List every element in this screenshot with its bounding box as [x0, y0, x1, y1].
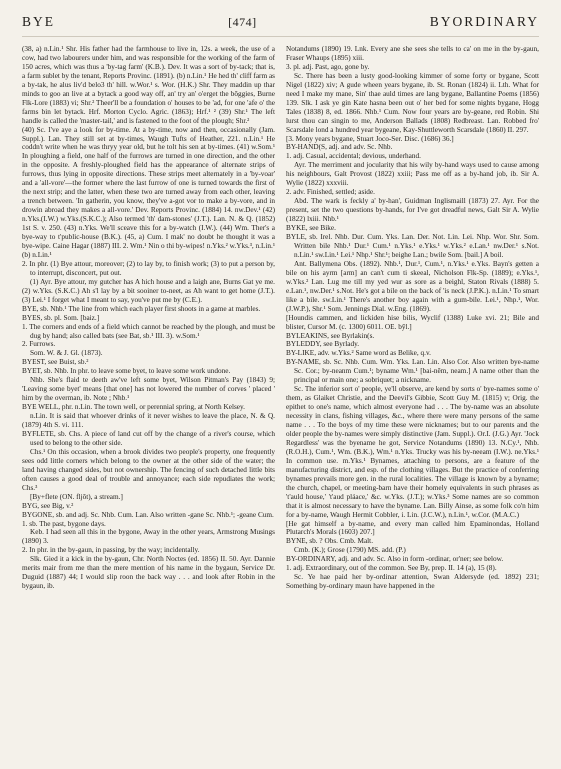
dictionary-entry: BY-ORDINARY, adj. and adv. Sc. Also in form -ordinar, or'ner; see below. [286, 555, 504, 564]
entry-paragraph: Notandums (1890) 19. Lnk. Every ane she sees she tells to ca' on me in the by-gaun, Fraser Whaups (1895) xiii. [286, 45, 539, 62]
entry-paragraph: Sc. Ye hae paid her by-ordinar attention, Swan Aldersyde (ed. 1892) 231; Something by-ordinary maun have happened in the [286, 573, 539, 591]
dictionary-entry: 1. adj. Extraordinary, out of the common. See By, prep. II. 14 (a), 15 (8). [286, 564, 497, 573]
entry-paragraph: Som. W. & J. Gl. (1873). [30, 349, 103, 358]
dictionary-entry: BYLE, sb. Irel. Nhb. Dur. Cum. Yks. Lan. Der. Not. Lin. Lei. Nhp. Wor. Shr. Som. Written bile Nhb.¹ Dur.¹ Cum.¹ n.Yks.¹ e.Yks.¹ w.Yks.² e.Lan.¹ nw.Der.¹ s.Not. n.Lin.¹ sw.Lin.¹ Lei.¹ Nhp.¹ Shr.¹; beighe Lan.; bwile Som. [bail.] A boil. [286, 233, 539, 259]
right-column [286, 45, 539, 767]
entry-paragraph: Cmb. (K.); Grose (1790) MS. add. (P.) [294, 546, 406, 555]
entry-paragraph: [3. Mony years bygane, Stuart Joco-Ser. Disc. (1686) 36.] [286, 134, 454, 143]
left-column [22, 45, 275, 767]
dictionary-entry: BYES, sb. pl. Som. [baiz.] [22, 313, 100, 322]
entry-paragraph: [He gat himself a by-name, and every man called him Epaminondas, Holland Plutarch's Morals (1603) 207.] [286, 519, 539, 537]
dictionary-entry: BYE WELL, phr. n.Lin. The town well, or perennial spring, at North Kelsey. [22, 403, 245, 412]
dictionary-entry: BY-NAME, sb. Sc. Nhb. Cum. Wm. Yks. Lan. Lin. Also Cor. Also written bye-name Sc. Cor.; by-neanm Cum.¹; byname Wm.¹ [bai-nēm, neam.] A name other than the principal or main one; a sobriquet; a nickname. [286, 358, 539, 385]
dictionary-entry: BYE, sb. Nhb.¹ The line from which each player first shoots in a game at marbles. [22, 304, 261, 313]
dictionary-entry: 2. In phr. (1) Bye attour, moreover; (2) to lay by, to finish work; (3) to put a person by, to interrupt, disconcert, put out. [22, 259, 275, 277]
page-number: [474] [228, 15, 257, 29]
dictionary-entry: BY-LIKE, adv. w.Yks.² Same word as Belike, q.v. [286, 349, 431, 358]
dictionary-entry: 2. Furrows. [22, 340, 56, 349]
header-right-word: BYORDINARY [429, 14, 539, 29]
dictionary-entry: 1. adj. Casual, accidental; devious, underhand. [286, 152, 421, 161]
dictionary-entry: BY-HAND(S, adj. and adv. Sc. Nhb. [286, 143, 393, 152]
dictionary-entry: 1. sb. The past, bygone days. [22, 519, 106, 528]
entry-paragraph: [Houndis cammen, and lickiden hise bilis, Wyclif (1388) Luke xvi. 21; Bile and blister, Cursor M. (c. 1300) 6011. OE. bȳl.] [286, 313, 539, 331]
entry-paragraph: Sc. The inferior sort o' people, ye'll observe, are kend by sorts o' bye-names some o' them, as Glaiket Christie, and the Deevil's Gibbie, Scott Guy M. (1815) v; Orig. the epithet to one's name, which almost everyone had . . . The by-name was an absolute necessity in clans, fishing villages, &c., where there were many persons of the same name . . . To the boys of my time these were nicknames; but to our parents and the older people the by-names were simply distinctive (Jam. Suppl.). Or.I. (J.G.) Ayr. 'Jock Regardless' was the byename he got, Service Notandums (1890) 13. N.Cy.¹, Nhb. (R.O.H.), Cum.¹, Wm. (B.K.), Wm.¹ n.Yks. Trucky was his by-neeam (I.W.). ne.Yks.¹ In common use. m.Yks.¹ Bynames, attaching to persons, are a feature of the manufacturing district, and esp. of the clothing villages. But the practice of conferring bynames prevails more gen. in the rural localities. The village is known by a byname; the church, chapel, or meeting-barn have their homely equivalents in such phrases as 't'auld house,' 't'aud pláace,' &c. w.Yks. (J.T.); w.Yks.³ Some names are so common that it is almost necessary to have the byname. Lan. Billy Ainse, as some folk co'n him for a by-name, Waugh Hermit Cobbler, i. Lin. (J.C.W.), n.Lin.¹, w.Cor. (M.A.C.) [286, 385, 539, 519]
entry-paragraph: [By+flete (ON. fljōt), a stream.] [30, 492, 123, 501]
entry-paragraph: Slk. Gied it a kick in the by-gaun, Chr. North Noctes (ed. 1856) II. 50. Ayr. Dannie merits mair from me than the mere mention of his name in the bygaun, Service Dr. Duguid (1887) 44; I would slip roon the back way . . . and look after Robin in the bygaun, ib. [22, 555, 275, 591]
dictionary-entry: 2. In phr. in the by-gaun, in passing, by the way; incidentally. [22, 546, 200, 555]
entry-paragraph: Ant. Ballymena Obs. (1892). Nhb.¹, Dur.¹, Cum.¹, n.Yks.¹ e.Yks. Bayn's getten a bile on his ayrm [arm] an can't cum ti skeeal, Nicholson Flk-Sp. (1889); e.Yks.¹, w.Yks.² Lan. Lug me till my yed wur as sore as a beighl, Staton Rivals (1888) 5. e.Lan.¹, nw.Der.¹ s.Not. He's got a bile on the back of 'is neck (J.P.K.). n.Lin.¹ To smart like a bile. sw.Lin.¹ There's another boy again with a gum-bile. Lei.¹, Nhp.¹, Wor. (J.W.P.), Shr.¹ Som. Jennings Dial. w.Eng. (1869). [286, 259, 539, 313]
dictionary-entry: 3. pl. adj. Past, ago, gone by. [286, 62, 370, 71]
text-columns [22, 45, 539, 767]
entry-paragraph: Nhb. She's flaid te deeth aw've left some byet, Wilson Pitman's Pay (1843) 9; 'Leaving some byet' means [that one] has not lowered the number of corves ' placed ' him by the overman, ib. Note ; Nhb.¹ [22, 376, 275, 403]
entry-paragraph: Chs.¹ On this occasion, when a brook divides two people's property, one frequently sees odd little corners which belong to the owner at the other side of the water; the land having changed sides, but not ownership. The fencing of such detached little bits often causes a good deal of trouble and annoyance; each side repudiates the work; Chs.³ [22, 447, 275, 492]
entry-paragraph: Sc. There has been a lusty good-looking kimmer of some forty or bygane, Scott Nigel (1822) xiv; A gude wheen years bygane, ib. St. Ronan (1824) ii. Lth. What for need I make my mane, Sin' thae auld times are lang bygane, Ballantine Poems (1856) 139. Slk. I ask ye gin Kate hasna been out o' her bed for some nights bygane, Hogg Tales (1838) 8, ed. 1866. Nhb.¹ Cum. Now four years are by-geane, red Robin. Shi lurst thou can singin to me, Anderson Ballads (1808) Redbreast. Lan. Robbed fro' Scarsdale lond a hundred year bygeane, Kay-Shuttleworth Scarsdale (1860) II. 297. [286, 71, 539, 134]
dictionary-entry: BYGONE, sb. and adj. Sc. Nhb. Cum. Lan. Also written -gane Sc. Nhb.¹; -geane Cum. [22, 510, 274, 519]
dictionary-entry: 1. The corners and ends of a field which cannot be reached by the plough, and must be dug by hand; also called bats (see Bat, sb.¹ III. 3). w.Som.¹ [22, 322, 275, 340]
dictionary-entry: BYET, sb. Nhb. In phr. to leave some byet, to leave some work undone. [22, 367, 231, 376]
header-left-word: BYE [22, 14, 55, 29]
entry-paragraph: Keb. I had seen all this in the bygone, Away in the other years, Armstrong Musings (1890) 3. [22, 528, 275, 546]
entry-paragraph: (1) Ayr. Bye attour, my gutcher has A hich house and a laigh ane, Burns Gat ye me. (2) w.Yks. (S.K.C.) Ah s'l lay by a bit sooiner to-neet, as Ah want to get home (J.T.). (3) Lei.¹ I forget what I meant to say, you've put me by (C.E.). [22, 277, 275, 304]
entry-paragraph: n.Lin. It is said that whoever drinks of it never wishes to leave the place, N. & Q. (1879) 4th S. vi. 111. [22, 412, 275, 430]
dictionary-entry: BYNE, sb. ? Obs. Cmb. Malt. [286, 537, 373, 546]
entry-paragraph: Abd. The wark is feckly a' by-han', Guidman Inglismaill (1873) 27. Ayr. For the present, set the two questions by-hands, for I've got dreadful news, Galt Sir A. Wylie (1822) lxiii. Nhb.¹ [286, 197, 539, 224]
entry-paragraph: (38, a) n.Lin.¹ Shr. His father had the farmhouse to live in, 12s. a week, the use of a cow, had two labourers under him, and was responsible for the working of the farm of 150 acres, which was thus a 'by-tag farm' (K.B.). Dev. It was a sort of by-tack; that is, a farm sublet by the tenant, Reports Provinc. (1891). (b) n.Lin.¹ He hed th' cliff farm as a by-tak, he alus liv'd belo3 th' hill. w.Wor.¹ s. Wor. (H.K.) Shr. They maddin up thar minds to goo an live at a bytack a good way off, an' try an' o'erget the bōggies, Burne Flk-Lore (1883) vi; Shr.² Theer'll be a foundation o' houses to be 'ad, for one 'afe o' the farms bin let bytack. Hrf. Morton Cyclo. Agric. (1863); Hrf.¹ ² (39) Shr.¹ The left handle is called the 'master-tail,' and is fastened to the foot of the plough; Shr.² [22, 45, 275, 125]
dictionary-entry: BYLEDDY, see Byrlady. [286, 340, 360, 349]
dictionary-entry: BYLEAKINS, see Byrlakin(s. [286, 331, 375, 340]
dictionary-entry: BYG, see Big, v.² [22, 501, 74, 510]
dictionary-entry: BYKE, see Bike. [286, 224, 336, 233]
entry-paragraph: Ayr. The merriment and jocularity that his wily by-hand ways used to cause among his neighbours, Galt Provost (1822) xxiii; Pass me off as a by-hand job, ib. Sir A. Wylie (1822) xxxviii. [286, 161, 539, 188]
dictionary-entry: BYFLETE, sb. Chs. A piece of land cut off by the change of a river's course, which used to belong to the other side. [22, 429, 275, 447]
entry-paragraph: (40) Sc. I've aye a look for by-time. At a by-time, now and then, occasionally (Jam. Suppl.). Lan. They still set at by-times, Waugh Tufts of Heather, 221. n.Lin.¹ He coddn't write when he was thryy year old, but he tolt his sen at by-times. (41) w.Som.¹ In ploughing a field, one half of the furrows are turned in one direction, and the other in the opposite. A freshly-ploughed field has the appearance of alternate strips of furrows, thus lying in opposite directions. These strips meet alternately in a 'by-voar' and a 'all-vore'—the former where the last furrow of one is turned towards the first of the next strip; and the latter, when these two are turned away from each other, leaving a trench between. 'In gatherin, you know, they've a-got vor to make a by-vore, and in drowin abroad they makes a all-vore.' Dev. Reports Provinc. (1884) 14. nw.Dev.¹ (42) n.Yks.(I.W.) w.Yks.(S.K.C.); Also termed 'th' dam-stones' (J.T.). Lan. N. & Q. (1852) 1st S. v. 250. (43) n.Yks. We'll sceave this for a by-watch (I.W.). (44) Wm. Ther's a bye-way to t'public-house (B.K.). (45, a) Cum. I mak' no doubt he thought it was a bye-wipe. Caine Hagar (1887) III. 2. Wm.¹ Nin o thi by-wipes! n.Yks.² w.Yks.³, n.Lin.¹ (b) n.Lin.¹ [22, 125, 275, 259]
running-header [22, 14, 539, 37]
dictionary-entry: BYEST, see Buist, sb.² [22, 358, 89, 367]
dictionary-entry: 2. adv. Finished, settled; aside. [286, 188, 375, 197]
